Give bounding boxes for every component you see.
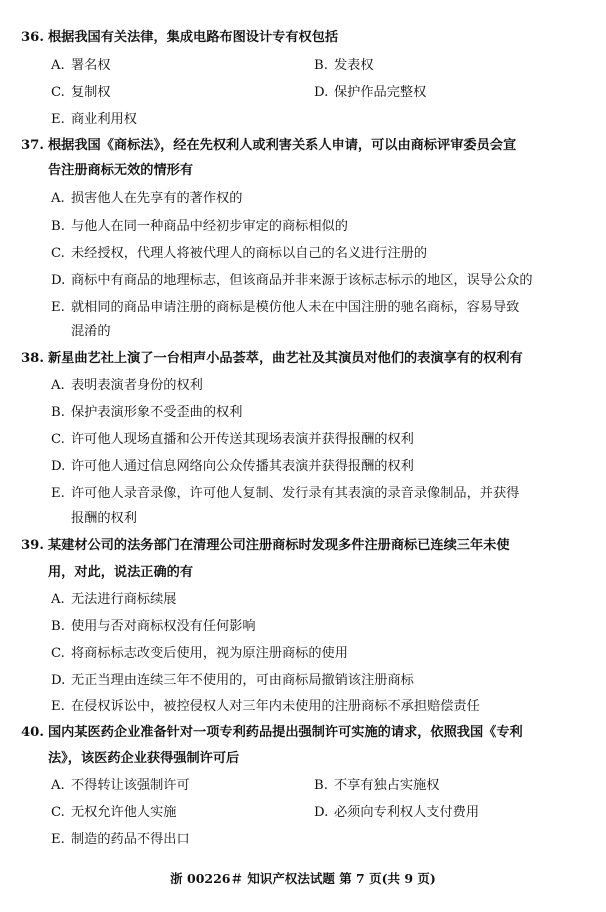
option-key: E. (51, 832, 65, 847)
option-key: E. (51, 699, 65, 714)
question-number: 37. (21, 138, 44, 153)
option-key: D. (314, 85, 329, 100)
q38-option-a (51, 376, 203, 396)
option-text: 许可他人通过信息网络向公众传播其表演并获得报酬的权利 (71, 459, 414, 474)
option-key: C. (51, 85, 65, 100)
question-40-stem (21, 723, 523, 743)
question-number: 38. (21, 351, 44, 366)
option-key: A. (51, 58, 65, 73)
question-37-stem (21, 136, 516, 156)
option-key: B. (51, 219, 65, 234)
option-key: D. (51, 459, 66, 474)
option-key: A. (51, 592, 65, 607)
q39-option-e (51, 697, 480, 717)
question-number: 36. (21, 30, 44, 45)
option-key: D. (314, 805, 329, 820)
option-text: 将商标标志改变后使用，视为原注册商标的使用 (71, 646, 348, 661)
q36-option-a (51, 56, 111, 76)
stem-text: 根据我国《商标法》，经在先权利人或利害关系人申请，可以由商标评审委员会宣 (48, 138, 517, 153)
q39-option-a (51, 590, 177, 610)
q37-option-b (51, 217, 348, 237)
question-number: 39. (21, 538, 44, 553)
page-footer: 浙 00226＃ 知识产权法试题 第 7 页(共 9 页) (170, 871, 436, 886)
q40-option-a (51, 776, 190, 796)
q38-option-e-cont (71, 509, 137, 529)
stem-text: 法》，该医药企业获得强制许可后 (48, 751, 240, 766)
stem-text: 用，对此，说法正确的有 (48, 565, 194, 580)
stem-text: 告注册商标无效的情形有 (48, 163, 194, 178)
option-text: 复制权 (71, 85, 111, 100)
option-text: 保护作品完整权 (334, 85, 427, 100)
option-text: 使用与否对商标权没有任何影响 (71, 619, 256, 634)
stem-text: 某建材公司的法务部门在清理公司注册商标时发现多件注册商标已连续三年未使 (48, 538, 510, 553)
option-key: A. (51, 191, 65, 206)
q38-option-c (51, 430, 414, 450)
option-text: 必须向专利权人支付费用 (334, 805, 480, 820)
option-text: 在侵权诉讼中，被控侵权人对三年内未使用的注册商标不承担赔偿责任 (71, 699, 480, 714)
q40-option-d (314, 803, 479, 823)
q38-option-d (51, 457, 414, 477)
option-key: E. (51, 486, 65, 501)
option-text: 保护表演形象不受歪曲的权利 (71, 405, 243, 420)
option-text: 不享有独占实施权 (334, 778, 440, 793)
q36-option-e (51, 110, 137, 130)
option-key: A. (51, 378, 65, 393)
q38-option-b (51, 403, 242, 423)
option-text: 许可他人录音录像，许可他人复制、发行录有其表演的录音录像制品，并获得 (71, 486, 520, 501)
option-text: 许可他人现场直播和公开传送其现场表演并获得报酬的权利 (71, 432, 414, 447)
option-text: 无权允许他人实施 (71, 805, 177, 820)
option-text: 就相同的商品申请注册的商标是模仿他人未在中国注册的驰名商标，容易导致 (71, 300, 520, 315)
q36-option-b (314, 56, 374, 76)
option-text: 无法进行商标续展 (71, 592, 177, 607)
q36-option-d (314, 83, 426, 103)
stem-text: 新星曲艺社上演了一台相声小品荟萃，曲艺社及其演员对他们的表演享有的权利有 (48, 351, 523, 366)
q40-option-e (51, 830, 190, 850)
option-text: 商标中有商品的地理标志，但该商品并非来源于该标志标示的地区，误导公众的 (71, 273, 533, 288)
option-text: 损害他人在先享有的著作权的 (71, 191, 243, 206)
option-text: 制造的药品不得出口 (71, 832, 190, 847)
q39-option-d (51, 671, 414, 691)
stem-text: 国内某医药企业准备针对一项专利药品提出强制许可实施的请求，依照我国《专利 (48, 725, 523, 740)
option-key: D. (51, 673, 66, 688)
option-text: 商业利用权 (71, 112, 137, 127)
option-key: A. (51, 778, 65, 793)
q37-option-a (51, 189, 242, 209)
stem-text: 根据我国有关法律，集成电路布图设计专有权包括 (48, 30, 339, 45)
option-text: 发表权 (334, 58, 374, 73)
question-37-stem-cont (48, 161, 193, 181)
option-text: 混淆的 (71, 324, 111, 339)
option-text: 署名权 (71, 58, 111, 73)
option-text: 不得转让该强制许可 (71, 778, 190, 793)
q37-option-e-cont (71, 322, 111, 342)
option-key: C. (51, 432, 65, 447)
option-text: 表明表演者身份的权利 (71, 378, 203, 393)
option-key: B. (51, 619, 65, 634)
q40-option-c (51, 803, 177, 823)
option-key: C. (51, 246, 65, 261)
option-key: B. (314, 778, 328, 793)
question-39-stem (21, 536, 510, 556)
q37-option-e (51, 298, 519, 318)
option-key: D. (51, 273, 66, 288)
q36-option-c (51, 83, 111, 103)
q39-option-b (51, 617, 256, 637)
question-number: 40. (21, 725, 44, 740)
question-36-stem (21, 28, 338, 48)
option-text: 无正当理由连续三年不使用的，可由商标局撤销该注册商标 (71, 673, 414, 688)
q38-option-e (51, 484, 519, 504)
question-38-stem (21, 349, 523, 369)
option-text: 与他人在同一种商品中经初步审定的商标相似的 (71, 219, 348, 234)
option-key: C. (51, 646, 65, 661)
q39-option-c (51, 644, 348, 664)
option-text: 报酬的权利 (71, 511, 137, 526)
option-key: B. (314, 58, 328, 73)
q37-option-c (51, 244, 427, 264)
option-key: B. (51, 405, 65, 420)
q37-option-d (51, 271, 533, 291)
option-key: E. (51, 300, 65, 315)
option-key: C. (51, 805, 65, 820)
q40-option-b (314, 776, 440, 796)
option-text: 未经授权，代理人将被代理人的商标以自己的名义进行注册的 (71, 246, 428, 261)
question-40-stem-cont (48, 749, 239, 769)
option-key: E. (51, 112, 65, 127)
question-39-stem-cont (48, 563, 193, 583)
